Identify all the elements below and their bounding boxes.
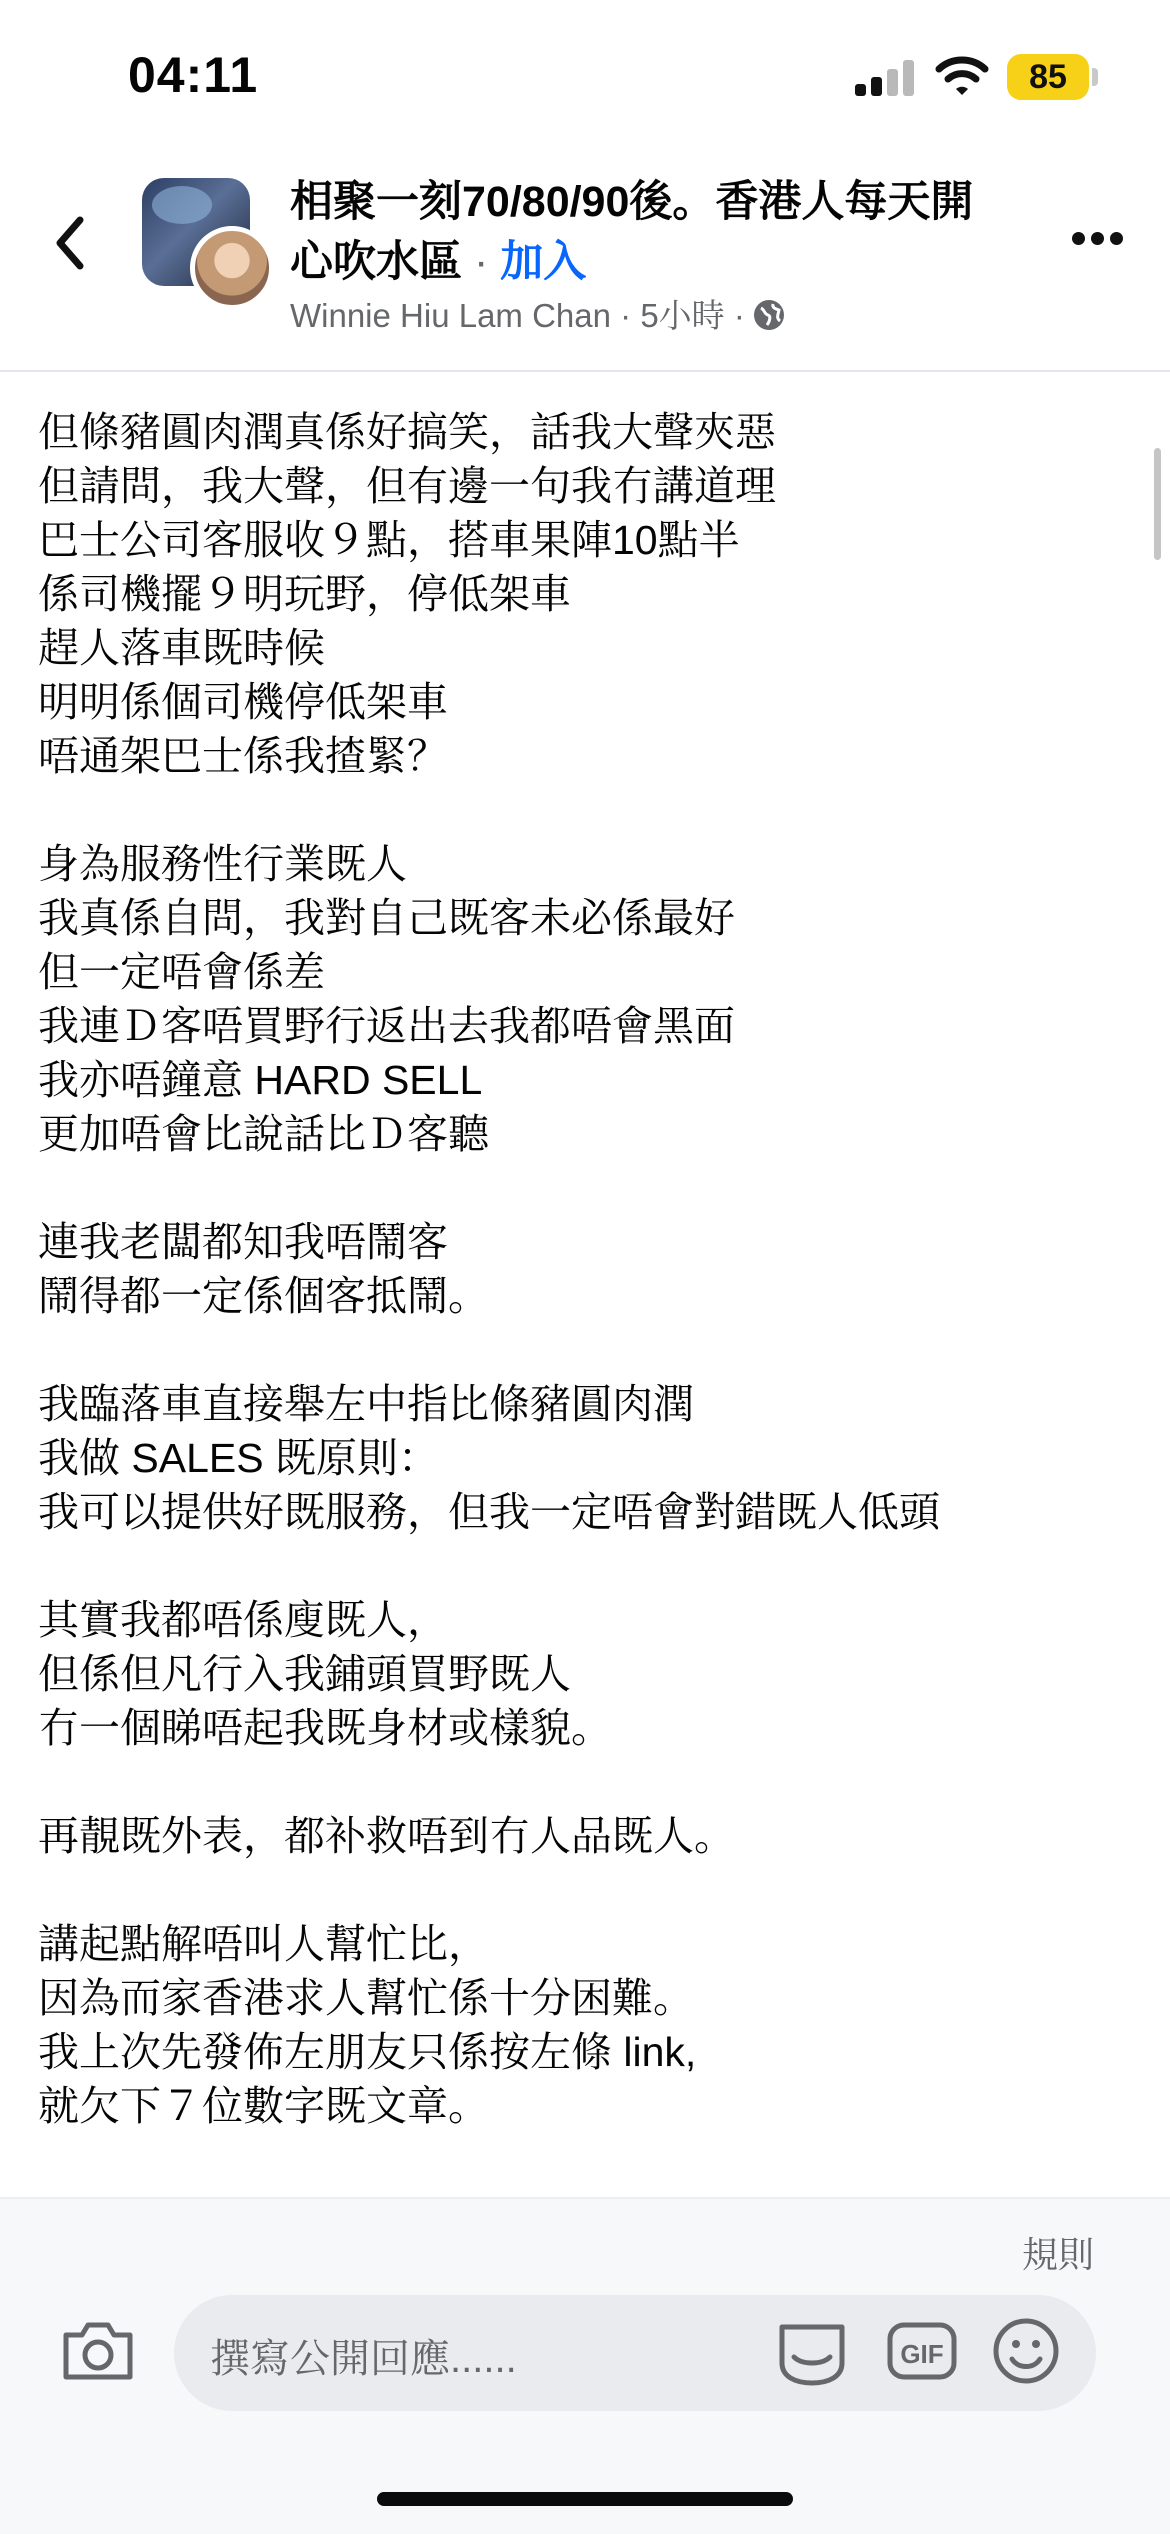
post-text-line: 其實我都唔係廋既人， [38, 1597, 448, 1643]
author-name[interactable]: Winnie Hiu Lam Chan [290, 297, 611, 334]
avatar-sticker-icon[interactable] [774, 2313, 850, 2389]
globe-icon [751, 297, 787, 333]
camera-icon[interactable] [60, 2317, 136, 2383]
post-text-line: 我上次先發佈左朋友只係按左條 link, [38, 2029, 697, 2075]
paragraph-gap [38, 1539, 1098, 1593]
post-text-line: 我臨落車直接舉左中指比條豬圓肉潤 [38, 1381, 694, 1427]
post-text-line: 再靚既外表，都补救唔到冇人品既人。 [38, 1813, 735, 1859]
post-text-line: 我亦唔鐘意 HARD SELL [38, 1057, 483, 1103]
more-options-icon[interactable] [1072, 232, 1124, 250]
emoji-icon[interactable] [988, 2313, 1064, 2389]
post-text-line: 更加唔會比說話比Ｄ客聽 [38, 1111, 489, 1157]
home-indicator[interactable] [377, 2492, 793, 2506]
paragraph-gap [38, 1863, 1098, 1917]
wifi-icon [935, 54, 989, 98]
cellular-signal-icon [855, 60, 915, 96]
post-text-line: 我真係自問，我對自己既客未必係最好 [38, 895, 735, 941]
post-text-line: 唔通架巴士係我揸緊？ [38, 733, 448, 779]
post-text-line: 係司機擺９明玩野，停低架車 [38, 571, 571, 617]
comment-placeholder: 撰寫公開回應...... [210, 2337, 517, 2381]
title-separator: · [462, 238, 501, 286]
paragraph-gap [38, 1323, 1098, 1377]
post-text-line: 明明係個司機停低架車 [38, 679, 448, 725]
group-title[interactable] [290, 172, 1010, 292]
group-name[interactable]: 相聚一刻70/80/90後。香港人每天開心吹水區 [290, 178, 974, 286]
gif-icon[interactable] [884, 2313, 960, 2389]
back-arrow-icon[interactable] [46, 208, 96, 278]
post-text-line: 趕人落車既時候 [38, 625, 325, 671]
comment-bar [0, 2197, 1170, 2534]
battery-nub [1092, 68, 1098, 86]
post-body [38, 405, 1098, 2195]
post-text-line: 我可以提供好既服務，但我一定唔會對錯既人低頭 [38, 1489, 940, 1535]
post-text-line: 就欠下７位數字既文章。 [38, 2083, 489, 2129]
battery-level: 85 [1029, 58, 1067, 96]
post-text-line: 因為而家香港求人幫忙係十分困難。 [38, 1975, 694, 2021]
status-time: 04:11 [128, 47, 259, 103]
comment-input[interactable] [174, 2295, 1096, 2411]
post-time[interactable]: 5小時 [640, 297, 725, 334]
post-text-line: 講起點解唔叫人幫忙比， [38, 1921, 489, 1967]
post-text-line: 但一定唔會係差 [38, 949, 325, 995]
paragraph-gap [38, 783, 1098, 837]
author-avatar[interactable] [190, 226, 274, 310]
post-text-line: 連我老闆都知我唔鬧客 [38, 1219, 448, 1265]
paragraph-gap [38, 1161, 1098, 1215]
post-text-line: 冇一個睇唔起我既身材或樣貌。 [38, 1705, 612, 1751]
post-text-line: 我做 SALES 既原則： [38, 1435, 439, 1481]
rules-link[interactable]: 規則 [1021, 2234, 1094, 2275]
group-avatar[interactable] [142, 178, 254, 290]
post-text-line: 巴士公司客服收９點，搭車果陣10點半 [38, 517, 740, 563]
svg-text:GIF: GIF [900, 2339, 944, 2369]
post-text-line: 我連Ｄ客唔買野行返出去我都唔會黑面 [38, 1003, 735, 1049]
post-header [0, 150, 1170, 372]
paragraph-gap [38, 1755, 1098, 1809]
battery-indicator [1007, 54, 1089, 100]
post-text-line: 但係但凡行入我鋪頭買野既人 [38, 1651, 571, 1697]
post-text-line: 鬧得都一定係個客抵鬧。 [38, 1273, 489, 1319]
join-group-link[interactable]: 加入 [500, 238, 587, 286]
status-bar [0, 0, 1170, 150]
post-text-line: 但條豬圓肉潤真係好搞笑，話我大聲夾惡 [38, 409, 776, 455]
post-text-line: 但請問，我大聲，但有邊一句我冇講道理 [38, 463, 776, 509]
post-meta: Winnie Hiu Lam Chan · 5小時 · [290, 290, 787, 337]
scrollbar[interactable] [1154, 448, 1161, 560]
post-text-line: 身為服務性行業既人 [38, 841, 407, 887]
